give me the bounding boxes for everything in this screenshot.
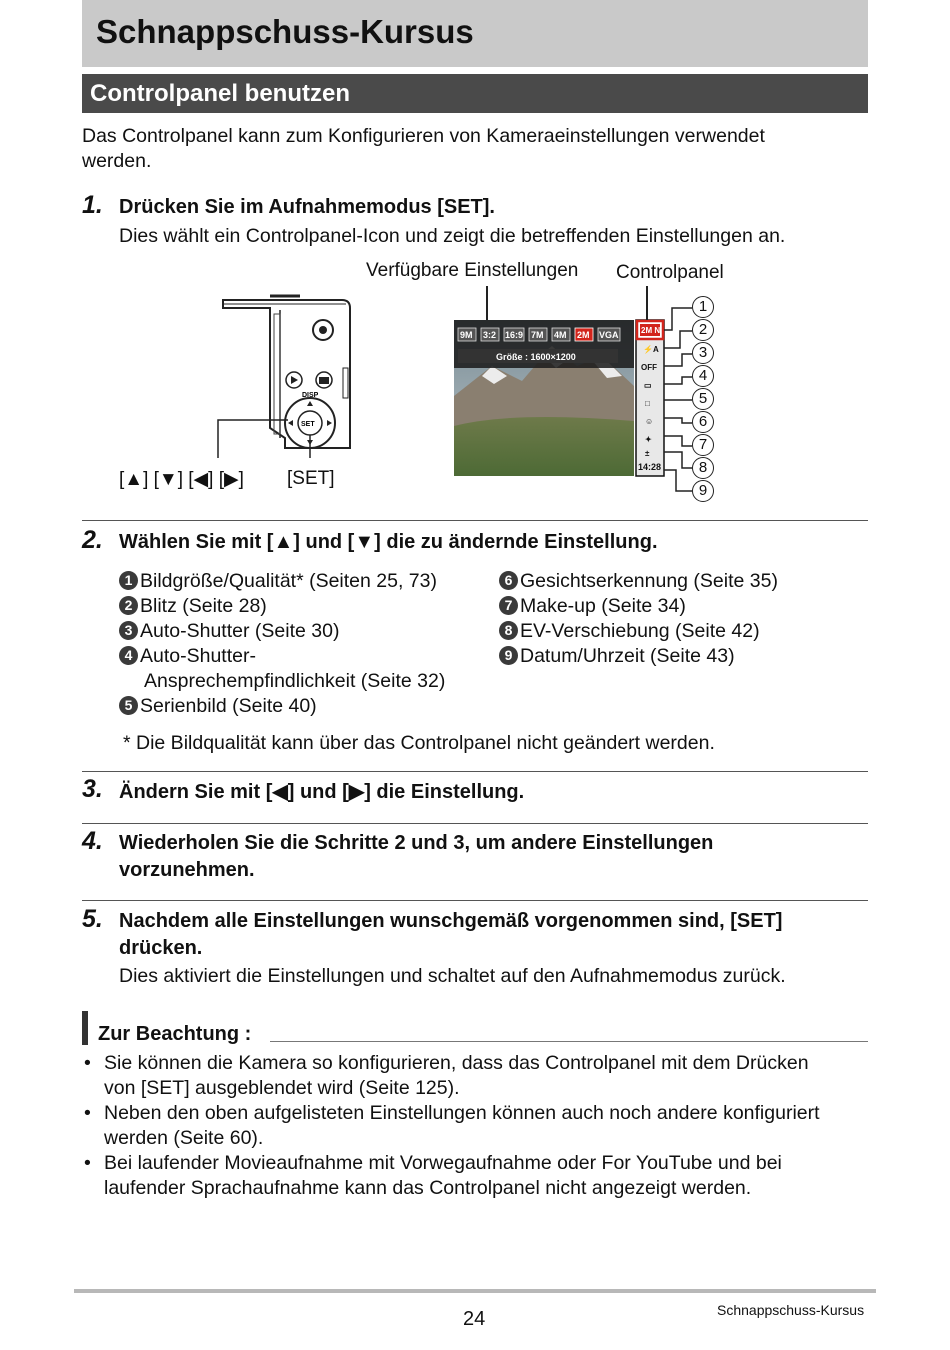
setting-icon: 7M [531, 330, 544, 340]
page-number: 24 [463, 1308, 486, 1330]
panel-icon: ▭ [644, 381, 652, 390]
step-description: Dies aktiviert die Einstellungen und schaltet auf den Aufnahmemodus zurück. [119, 965, 786, 987]
intro-line: Das Controlpanel kann zum Konfigurieren von Kameraeinstellungen verwendet [82, 125, 765, 147]
note-line: von [SET] ausgeblendet wird (Seite 125). [104, 1077, 460, 1099]
step-number: 3. [82, 775, 103, 803]
item-text: Serienbild (Seite 40) [140, 695, 317, 717]
size-readout: Größe : 1600×1200 [496, 352, 576, 362]
clock-readout: 14:28 [638, 462, 662, 472]
panel-icon: ± [645, 449, 650, 458]
step-heading [119, 908, 782, 962]
divider [82, 900, 868, 901]
item-number: 3 [119, 621, 138, 640]
callout-9: 9 [692, 480, 714, 502]
note-line: Bei laufender Movieaufnahme mit Vorwegaufnahme oder For YouTube und bei [104, 1152, 782, 1174]
setting-icon-selected: 2M [577, 330, 590, 340]
list-item [499, 619, 859, 644]
list-item [119, 569, 499, 594]
item-text: Bildgröße/Qualität* (Seiten 25, 73) [140, 570, 437, 592]
step-number: 2. [82, 526, 103, 554]
item-text: Blitz (Seite 28) [140, 595, 267, 617]
step-heading-line: Nachdem alle Einstellungen wunschgemäß vorgenommen sind, [SET] [119, 910, 783, 932]
note-item [84, 1051, 874, 1101]
list-item [499, 594, 859, 619]
note-title: Zur Beachtung : [98, 1023, 252, 1045]
section-title-bar [82, 74, 868, 113]
note-item [84, 1101, 874, 1151]
note-rule [270, 1041, 868, 1042]
panel-icon: OFF [641, 363, 657, 372]
footer-rule [74, 1289, 876, 1293]
step-number: 1. [82, 191, 103, 219]
item-text: Auto-Shutter (Seite 30) [140, 620, 340, 642]
item-number: 8 [499, 621, 518, 640]
item-text: EV-Verschiebung (Seite 42) [520, 620, 760, 642]
divider [82, 520, 868, 521]
disp-label: DISP [302, 392, 319, 399]
item-number: 9 [499, 646, 518, 665]
settings-list-right [499, 569, 859, 669]
step-heading: Drücken Sie im Aufnahmemodus [SET]. [119, 196, 495, 218]
step-heading-line: Wiederholen Sie die Schritte 2 und 3, um andere Einstellungen [119, 832, 714, 854]
note-marker [82, 1011, 88, 1045]
list-item [119, 594, 499, 619]
list-item [119, 644, 499, 669]
step-heading [119, 830, 713, 884]
note-item [84, 1151, 874, 1201]
set-button-label: SET [301, 421, 315, 428]
divider [82, 823, 868, 824]
callout-8: 8 [692, 457, 714, 479]
item-text: Datum/Uhrzeit (Seite 43) [520, 645, 735, 667]
item-number: 5 [119, 696, 138, 715]
step-description: Dies wählt ein Controlpanel-Icon und zeigt die betreffenden Einstellungen an. [119, 225, 786, 247]
setting-icon: 4M [554, 330, 567, 340]
callout-6: 6 [692, 411, 714, 433]
bullet: • [84, 1152, 91, 1174]
step-number: 4. [82, 827, 103, 855]
step-heading: Ändern Sie mit [◀] und [▶] die Einstellung. [119, 781, 525, 803]
figure-label-panel: Controlpanel [616, 262, 724, 283]
callout-7: 7 [692, 434, 714, 456]
item-text: Auto-Shutter- [140, 645, 256, 667]
item-number: 6 [499, 571, 518, 590]
figure-label-available: Verfügbare Einstellungen [366, 260, 579, 281]
running-title: Schnappschuss-Kursus [717, 1302, 865, 1318]
callout-4: 4 [692, 365, 714, 387]
arrow-keys-label: [▲] [▼] [◀] [▶] [119, 469, 244, 490]
callout-3: 3 [692, 342, 714, 364]
bullet: • [84, 1102, 91, 1124]
panel-icon: ☺ [645, 417, 654, 426]
callout-5: 5 [692, 388, 714, 410]
item-text: Make-up (Seite 34) [520, 595, 686, 617]
list-item [499, 569, 859, 594]
item-text-continued: Ansprechempfindlichkeit (Seite 32) [144, 670, 446, 692]
item-number: 2 [119, 596, 138, 615]
intro-line: werden. [82, 150, 152, 172]
setting-icon: VGA [599, 330, 619, 340]
intro-paragraph [82, 124, 765, 174]
panel-icon: 2M N [641, 326, 661, 335]
camera-back-illustration [210, 288, 360, 458]
item-number: 1 [119, 571, 138, 590]
note-line: werden (Seite 60). [104, 1127, 264, 1149]
list-item [119, 694, 499, 719]
setting-icon: 16:9 [505, 330, 524, 340]
step-heading-line: vorzunehmen. [119, 859, 255, 881]
setting-icon: 3:2 [483, 330, 497, 340]
page-title-bar [82, 0, 868, 67]
panel-icon: ✦ [645, 435, 652, 444]
step-heading-line: drücken. [119, 937, 203, 959]
screen-illustration [452, 286, 722, 502]
section-title: Controlpanel benutzen [90, 80, 350, 107]
item-number: 7 [499, 596, 518, 615]
divider [82, 771, 868, 772]
callout-2: 2 [692, 319, 714, 341]
item-number: 4 [119, 646, 138, 665]
set-key-label: [SET] [287, 468, 335, 489]
bullet: • [84, 1052, 91, 1074]
note-line: laufender Sprachaufnahme kann das Controlpanel nicht angezeigt werden. [104, 1177, 752, 1199]
step-number: 5. [82, 905, 103, 933]
callout-1: 1 [692, 296, 714, 318]
list-item [119, 619, 499, 644]
note-line: Neben den oben aufgelisteten Einstellungen können auch noch andere konfiguriert [104, 1102, 820, 1124]
note-list [84, 1051, 874, 1201]
panel-icon: □ [645, 399, 650, 408]
page-title: Schnappschuss-Kursus [96, 13, 474, 50]
panel-icon: ⚡A [643, 345, 659, 354]
settings-list-left [119, 569, 499, 719]
footnote: * Die Bildqualität kann über das Controlpanel nicht geändert werden. [123, 732, 715, 754]
note-line: Sie können die Kamera so konfigurieren, dass das Controlpanel mit dem Drücken [104, 1052, 809, 1074]
list-item [499, 644, 859, 669]
setting-icon: 9M [460, 330, 473, 340]
step-heading: Wählen Sie mit [▲] und [▼] die zu ändernde Einstellung. [119, 531, 658, 553]
item-text: Gesichtserkennung (Seite 35) [520, 570, 778, 592]
